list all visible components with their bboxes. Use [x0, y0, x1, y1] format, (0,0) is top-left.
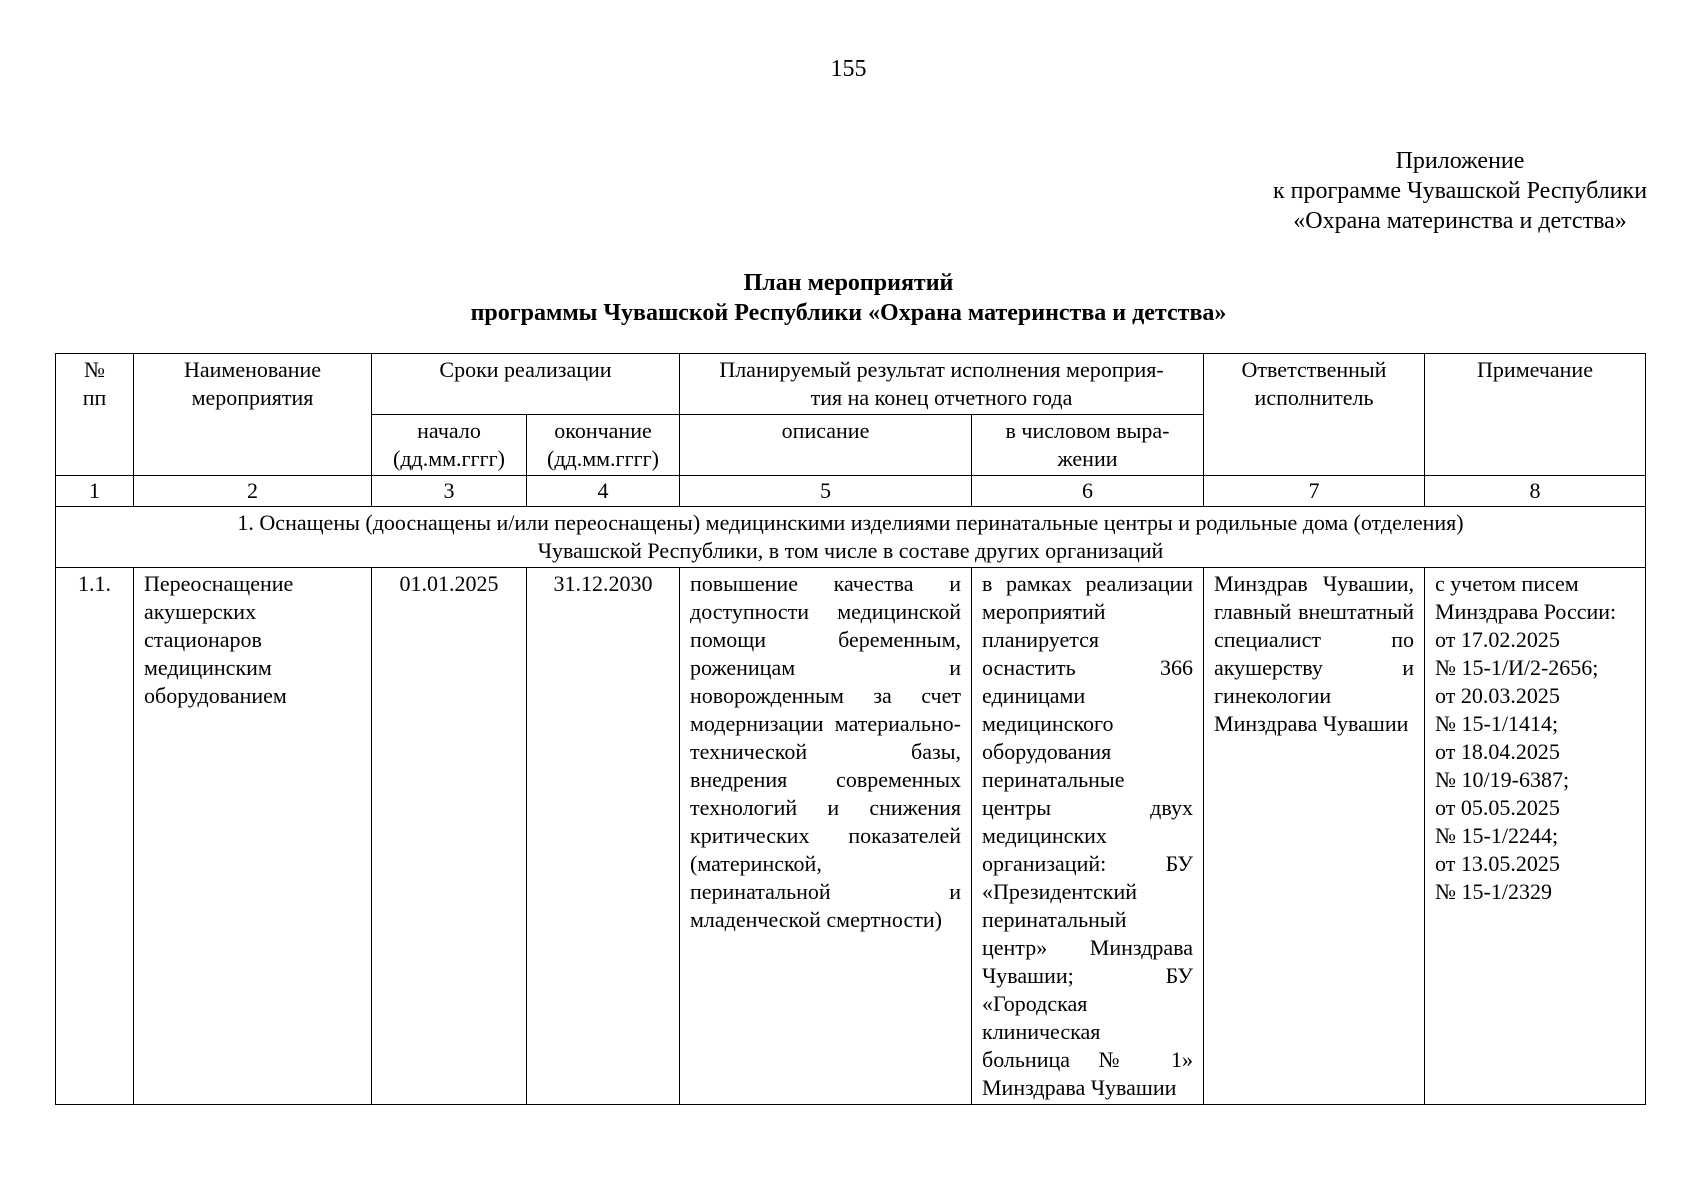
row-executor: Минздрав Чувашии, главный внештатный специалист по акушерству и гинекологии Минздрава Чувашии: [1204, 568, 1425, 1105]
column-number: 3: [372, 476, 527, 507]
header-name: Наименование мероприятия: [134, 354, 372, 476]
header-num: № пп: [56, 354, 134, 476]
column-number: 1: [56, 476, 134, 507]
row-description: повышение качества и доступности медицинской помощи беременным, роженицам и новорожденным за счет модернизации материально-технической базы, внедрения современных технологий и снижения критических показателей (материнской, перинатальной и младенческой смертности): [680, 568, 972, 1105]
appendix-line: к программе Чувашской Республики: [1272, 178, 1648, 204]
column-number-row: [56, 476, 1646, 507]
header-row: [56, 354, 1646, 415]
page-number: 155: [830, 56, 867, 82]
section-heading: 1. Оснащены (дооснащены и/или переоснащены) медицинскими изделиями перинатальные центры и родильные дома (отделения) Чувашской Республики, в том числе в составе других организаций: [56, 507, 1646, 568]
title-line: программы Чувашской Республики «Охрана материнства и детства»: [470, 300, 1227, 326]
header-numeric: в числовом выра- жении: [972, 415, 1204, 476]
column-number: 6: [972, 476, 1204, 507]
section-row: [56, 507, 1646, 568]
column-number: 4: [527, 476, 680, 507]
row-start-date: 01.01.2025: [372, 568, 527, 1105]
header-start: начало (дд.мм.гггг): [372, 415, 527, 476]
column-number: 2: [134, 476, 372, 507]
row-note: с учетом писем Минздрава России: от 17.02.2025 № 15-1/И/2-2656; от 20.03.2025 № 15-1/1414; от 18.04.2025 № 10/19-6387; от 05.05.2025 № 15-1/2244; от 13.05.2025 № 15-1/2329: [1425, 568, 1646, 1105]
plan-table: [55, 353, 1646, 1105]
row-end-date: 31.12.2030: [527, 568, 680, 1105]
row-name: Переоснащение акушерских стационаров медицинским оборудованием: [134, 568, 372, 1105]
document-title: [0, 268, 1697, 328]
header-end: окончание (дд.мм.гггг): [527, 415, 680, 476]
header-result: Планируемый результат исполнения мероприя- тия на конец отчетного года: [680, 354, 1204, 415]
column-number: 8: [1425, 476, 1646, 507]
row-number: 1.1.: [56, 568, 134, 1105]
column-number: 5: [680, 476, 972, 507]
appendix-line: «Охрана материнства и детства»: [1293, 208, 1627, 234]
header-note: Примечание: [1425, 354, 1646, 476]
header-executor: Ответственный исполнитель: [1204, 354, 1425, 476]
header-terms: Сроки реализации: [372, 354, 680, 415]
appendix-note: [1180, 146, 1697, 236]
title-line: План мероприятий: [743, 270, 954, 296]
row-numeric: в рамках реализации мероприятий планируется оснастить 366 единицами медицинского оборудования перинатальные центры двух медицинских организаций: БУ «Президентский перинатальный центр» Минздрава Чувашии; БУ «Городская клиническая больница № 1» Минздрава Чувашии: [972, 568, 1204, 1105]
table-row: [56, 568, 1646, 1105]
column-number: 7: [1204, 476, 1425, 507]
header-description: описание: [680, 415, 972, 476]
appendix-line: Приложение: [1395, 148, 1525, 174]
